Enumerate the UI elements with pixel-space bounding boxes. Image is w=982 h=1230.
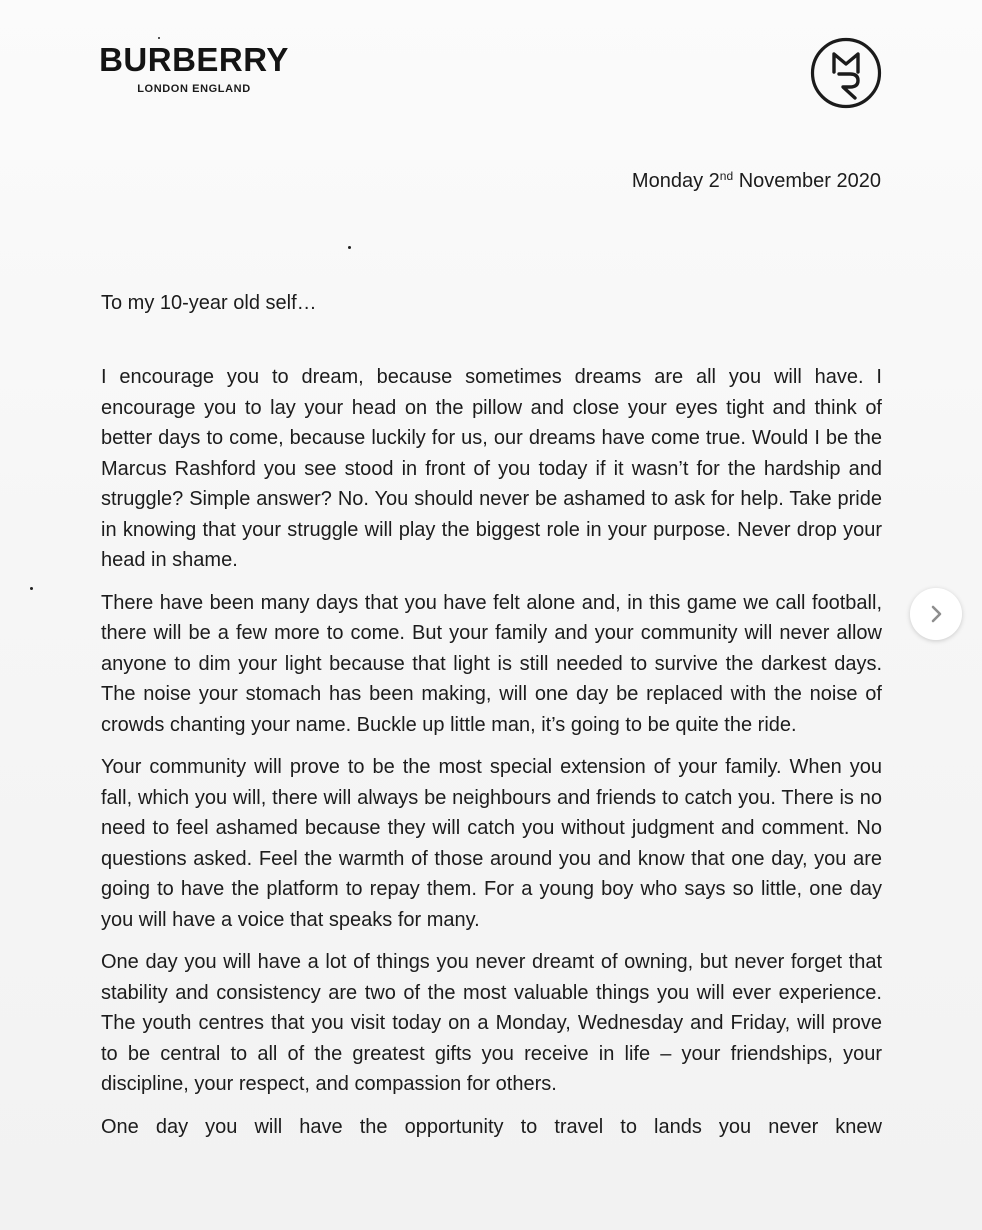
date-day: 2: [708, 170, 720, 192]
paragraph-alone: There have been many days that you have felt alone and, in this game we call football, there will be a few more to come. But your family and your community will never allow anyone to dim your light because that light is still needed to survive the darkest days. The noise your stomach has been making, will one day be replaced with the noise of crowds chanting your name. Buckle up little man, it’s going to be quite the ride.: [101, 591, 882, 736]
letter-body: [101, 362, 882, 1154]
paragraph-stability: One day you will have a lot of things you never dreamt of owning, but never forget that stability and consistency are two of the most valuable things you will ever experience. The youth centres that you visit today on a Monday, Wednesday and Friday, will prove to be central to all of the greatest gifts you receive in life – your friendships, your discipline, your respect, and compassion for others.: [101, 951, 882, 1095]
paper-speck: [30, 587, 33, 590]
next-slide-button[interactable]: [910, 588, 962, 640]
letter-date: [632, 168, 881, 194]
paragraph-travel: One day you will have the opportunity to travel to lands you never knew: [101, 1115, 882, 1138]
brand-name: BURBERRY: [99, 41, 289, 78]
burberry-letterhead: [99, 40, 289, 96]
chevron-right-icon: [925, 603, 947, 625]
paragraph-community: Your community will prove to be the most special extension of your family. When you fall, which you will, there will always be neighbours and friends to catch you. There is no need to feel ashamed because they will catch you without judgment and comment. No questions asked. Feel the warmth of those around you and know that one day, you are going to have the platform to repay them. For a young boy who says so little, one day you will have a voice that speaks for many.: [101, 756, 882, 931]
date-weekday: Monday: [631, 170, 704, 192]
paper-speck: [158, 37, 160, 39]
salutation: To my 10-year old self…: [101, 292, 317, 314]
date-day-suffix: nd: [719, 169, 734, 183]
mr-monogram-icon: [810, 37, 882, 109]
date-month-year: November 2020: [738, 170, 881, 192]
paragraph-dream: I encourage you to dream, because sometimes dreams are all you will have. I encourage you to lay your head on the pillow and close your eyes tight and think of better days to come, because luckily for us, our dreams have come true. Would I be the Marcus Rashford you see stood in front of you today if it wasn’t for the hardship and struggle? Simple answer? No. You should never be ashamed to ask for help. Take pride in knowing that your struggle will play the biggest role in your purpose. Never drop your head in shame.: [101, 366, 882, 571]
brand-subtitle: LONDON ENGLAND: [137, 83, 251, 95]
paper-speck: [348, 246, 351, 249]
